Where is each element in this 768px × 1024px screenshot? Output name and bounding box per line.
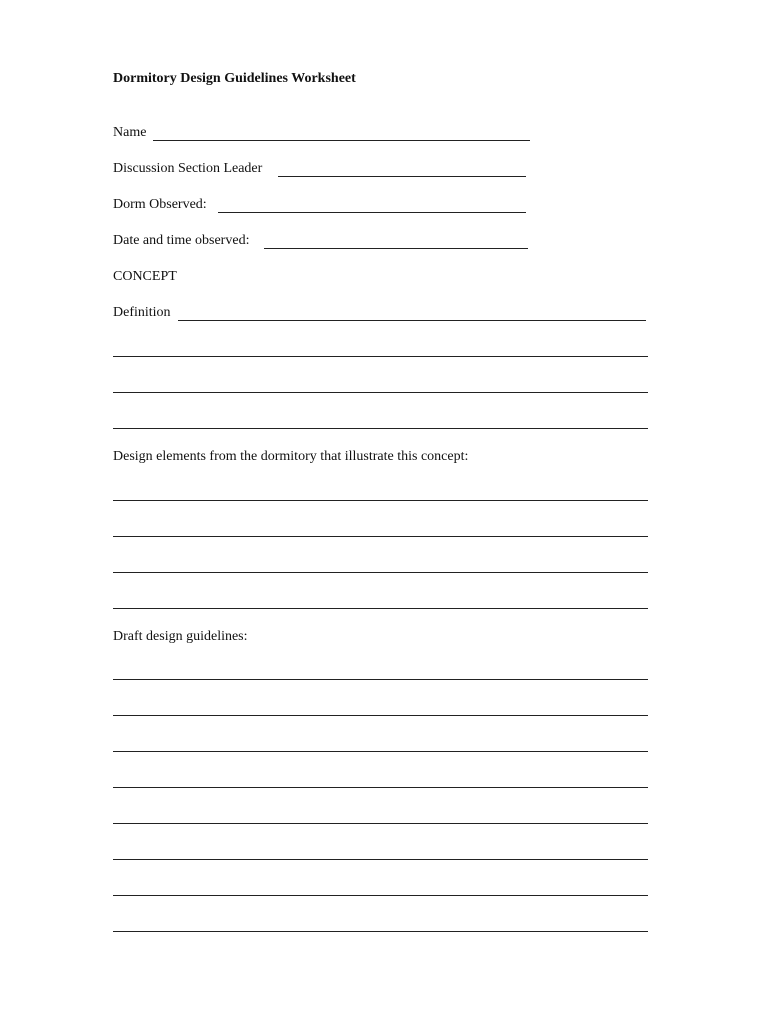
draft-guidelines-line[interactable] xyxy=(113,859,648,860)
definition-line[interactable] xyxy=(113,356,648,357)
definition-label: Definition xyxy=(113,305,171,320)
worksheet-title: Dormitory Design Guidelines Worksheet xyxy=(113,71,356,86)
name-label: Name xyxy=(113,125,147,140)
dorm-observed-label: Dorm Observed: xyxy=(113,197,207,212)
definition-line[interactable] xyxy=(113,428,648,429)
draft-guidelines-line[interactable] xyxy=(113,787,648,788)
draft-guidelines-line[interactable] xyxy=(113,931,648,932)
date-time-label: Date and time observed: xyxy=(113,233,250,248)
design-elements-prompt: Design elements from the dormitory that illustrate this concept: xyxy=(113,449,469,464)
design-elements-line[interactable] xyxy=(113,572,648,573)
design-elements-line[interactable] xyxy=(113,500,648,501)
draft-guidelines-prompt: Draft design guidelines: xyxy=(113,629,248,644)
draft-guidelines-line[interactable] xyxy=(113,751,648,752)
draft-guidelines-line[interactable] xyxy=(113,823,648,824)
section-leader-label: Discussion Section Leader xyxy=(113,161,263,176)
dorm-observed-field[interactable] xyxy=(218,212,526,213)
draft-guidelines-line[interactable] xyxy=(113,895,648,896)
definition-field[interactable] xyxy=(178,320,646,321)
name-field[interactable] xyxy=(153,140,530,141)
design-elements-line[interactable] xyxy=(113,608,648,609)
date-time-field[interactable] xyxy=(264,248,528,249)
definition-line[interactable] xyxy=(113,392,648,393)
draft-guidelines-line[interactable] xyxy=(113,715,648,716)
draft-guidelines-line[interactable] xyxy=(113,679,648,680)
section-leader-field[interactable] xyxy=(278,176,526,177)
concept-heading: CONCEPT xyxy=(113,269,177,284)
design-elements-line[interactable] xyxy=(113,536,648,537)
